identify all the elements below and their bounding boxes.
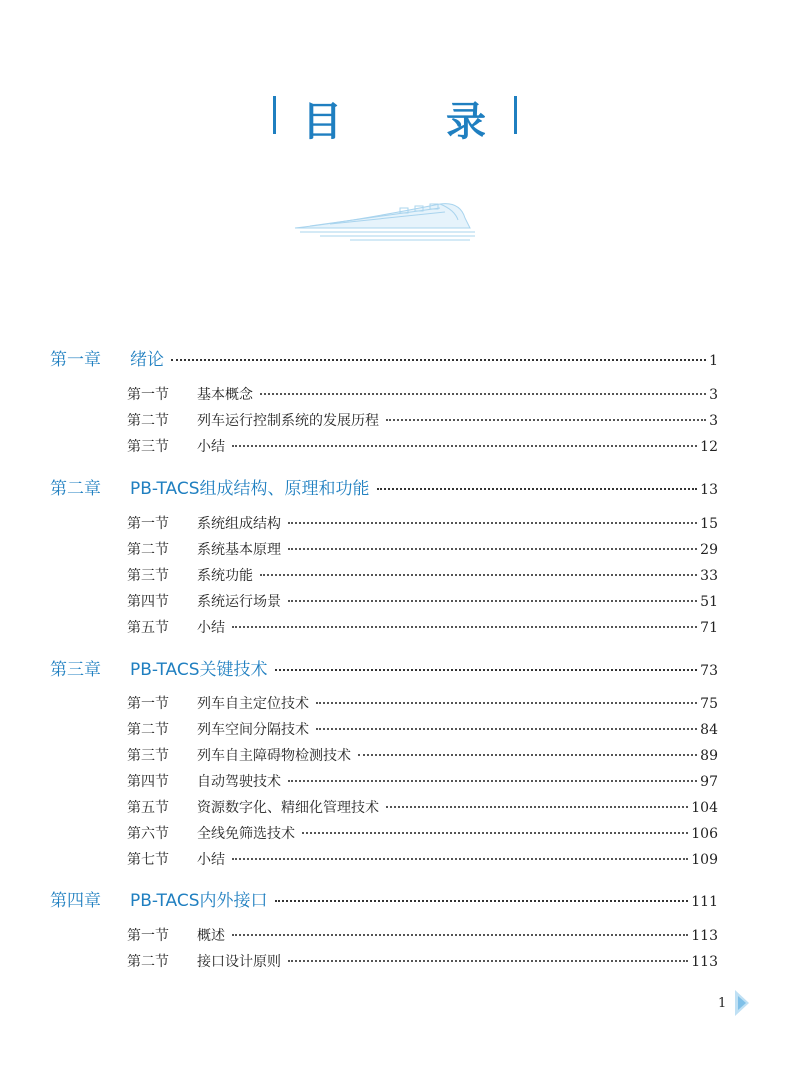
chapter-title: PB-TACS关键技术 (130, 660, 268, 680)
chapter-number: 第三章 (50, 660, 101, 680)
chapter-number: 第一章 (50, 350, 101, 370)
section-title: 列车自主定位技术 (197, 696, 309, 712)
section-number: 第二节 (127, 722, 169, 738)
section-page: 106 (691, 826, 718, 842)
toc-section[interactable] (127, 384, 718, 404)
section-number: 第一节 (127, 696, 169, 712)
page-number: 1 (718, 996, 727, 1011)
toc-section[interactable] (127, 951, 718, 971)
toc-chapter-1[interactable] (50, 345, 718, 370)
toc-section[interactable] (127, 925, 718, 945)
section-page: 33 (700, 568, 718, 584)
section-number: 第五节 (127, 800, 169, 816)
section-page: 109 (691, 852, 718, 868)
toc-section[interactable] (127, 849, 718, 869)
title-bar-left (273, 96, 276, 134)
section-number: 第二节 (127, 954, 169, 970)
section-page: 12 (700, 439, 718, 455)
section-number: 第二节 (127, 542, 169, 558)
chapter-number: 第二章 (50, 479, 101, 499)
section-page: 15 (700, 516, 718, 532)
section-title: 列车自主障碍物检测技术 (197, 748, 351, 764)
toc-section[interactable] (127, 617, 718, 637)
dot-leader (232, 934, 688, 936)
title-char-left: 目 (302, 99, 345, 145)
toc-section[interactable] (127, 513, 718, 533)
section-title: 小结 (197, 439, 225, 455)
chapter-number: 第四章 (50, 891, 101, 911)
train-illustration-icon (290, 188, 480, 248)
toc-section[interactable] (127, 797, 718, 817)
dot-leader (232, 626, 697, 628)
toc-section[interactable] (127, 719, 718, 739)
section-title: 基本概念 (197, 387, 253, 403)
section-number: 第二节 (127, 413, 169, 429)
dot-leader (386, 419, 706, 421)
section-number: 第四节 (127, 594, 169, 610)
section-number: 第一节 (127, 387, 169, 403)
dot-leader (232, 445, 697, 447)
dot-leader (275, 900, 689, 902)
toc-section[interactable] (127, 771, 718, 791)
toc-chapter-3[interactable] (50, 655, 718, 680)
section-page: 113 (691, 954, 718, 970)
section-number: 第五节 (127, 620, 169, 636)
section-title: 小结 (197, 620, 225, 636)
section-title: 列车空间分隔技术 (197, 722, 309, 738)
dot-leader (171, 359, 706, 361)
section-title: 全线免筛选技术 (197, 826, 295, 842)
dot-leader (260, 393, 706, 395)
toc-section[interactable] (127, 591, 718, 611)
chapter-page: 13 (700, 482, 718, 498)
dot-leader (358, 754, 697, 756)
section-page: 29 (700, 542, 718, 558)
section-title: 小结 (197, 852, 225, 868)
dot-leader (232, 858, 688, 860)
section-number: 第三节 (127, 439, 169, 455)
section-title: 系统功能 (197, 568, 253, 584)
page-title (0, 90, 790, 147)
section-title: 列车运行控制系统的发展历程 (197, 413, 379, 429)
section-number: 第三节 (127, 568, 169, 584)
dot-leader (302, 832, 688, 834)
section-title: 概述 (197, 928, 225, 944)
section-number: 第七节 (127, 852, 169, 868)
dot-leader (288, 600, 697, 602)
section-title: 系统运行场景 (197, 594, 281, 610)
section-title: 自动驾驶技术 (197, 774, 281, 790)
section-title: 接口设计原则 (197, 954, 281, 970)
section-page: 89 (700, 748, 718, 764)
title-bar-right (514, 96, 517, 134)
chapter-title: 绪论 (130, 350, 164, 370)
chapter-page: 111 (691, 894, 718, 910)
dot-leader (275, 669, 698, 671)
toc-section[interactable] (127, 436, 718, 456)
section-page: 75 (700, 696, 718, 712)
section-number: 第三节 (127, 748, 169, 764)
toc-section[interactable] (127, 823, 718, 843)
toc-section[interactable] (127, 565, 718, 585)
title-char-right: 录 (445, 99, 488, 145)
section-number: 第一节 (127, 928, 169, 944)
section-title: 系统组成结构 (197, 516, 281, 532)
section-title: 资源数字化、精细化管理技术 (197, 800, 379, 816)
dot-leader (288, 548, 697, 550)
toc-section[interactable] (127, 410, 718, 430)
section-page: 3 (709, 413, 718, 429)
toc-section[interactable] (127, 693, 718, 713)
dot-leader (377, 488, 698, 490)
section-page: 51 (700, 594, 718, 610)
section-number: 第六节 (127, 826, 169, 842)
section-number: 第一节 (127, 516, 169, 532)
toc-section[interactable] (127, 539, 718, 559)
section-page: 3 (709, 387, 718, 403)
dot-leader (288, 780, 697, 782)
dot-leader (386, 806, 688, 808)
chapter-title: PB-TACS内外接口 (130, 891, 268, 911)
toc-section[interactable] (127, 745, 718, 765)
section-number: 第四节 (127, 774, 169, 790)
toc-chapter-2[interactable] (50, 474, 718, 499)
section-title: 系统基本原理 (197, 542, 281, 558)
section-page: 113 (691, 928, 718, 944)
dot-leader (288, 960, 688, 962)
dot-leader (316, 728, 697, 730)
page-corner-decoration-icon (735, 990, 749, 1016)
toc-chapter-4[interactable] (50, 886, 718, 911)
dot-leader (316, 702, 697, 704)
section-page: 84 (700, 722, 718, 738)
dot-leader (288, 522, 697, 524)
chapter-page: 1 (709, 353, 718, 369)
section-page: 104 (691, 800, 718, 816)
section-page: 71 (700, 620, 718, 636)
dot-leader (260, 574, 697, 576)
section-page: 97 (700, 774, 718, 790)
chapter-page: 73 (700, 663, 718, 679)
chapter-title: PB-TACS组成结构、原理和功能 (130, 479, 370, 499)
